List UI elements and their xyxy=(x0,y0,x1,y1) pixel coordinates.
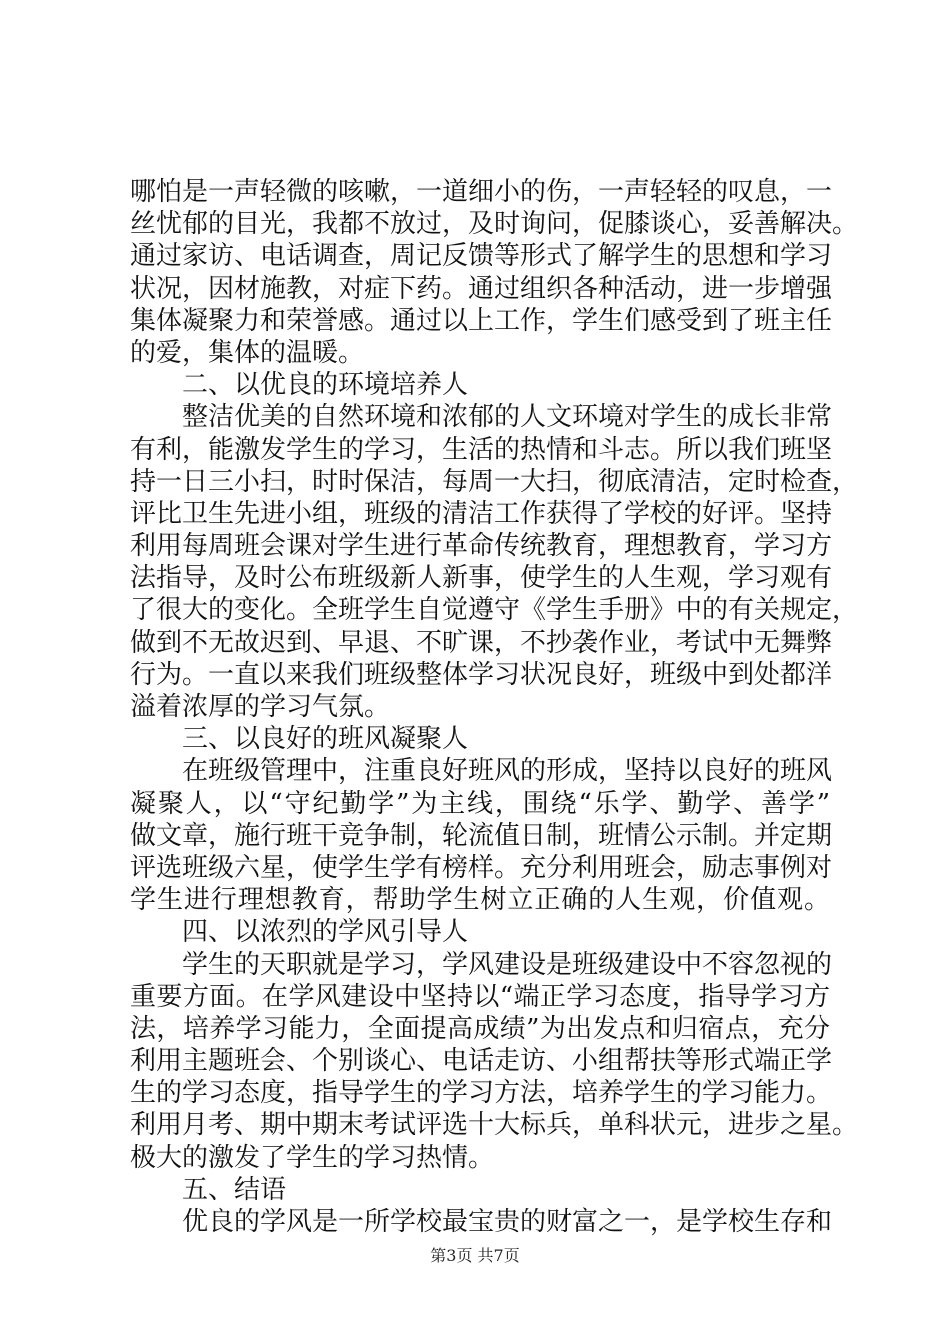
text-line: 的爱，集体的温暖。 xyxy=(130,337,365,368)
page-number-footer: 第3页 共7页 xyxy=(430,1246,520,1265)
text-line: 评比卫生先进小组，班级的清洁工作获得了学校的好评。坚持 xyxy=(130,498,833,529)
text-line: 丝忧郁的目光，我都不放过，及时询问，促膝谈心，妥善解决。 xyxy=(130,209,859,240)
text-line: 状况，因材施教，对症下药。通过组织各种活动，进一步增强 xyxy=(130,273,833,304)
text-line: 溢着浓厚的学习气氛。 xyxy=(130,692,391,722)
text-line: 利用每周班会课对学生进行革命传统教育，理想教育，学习方 xyxy=(130,531,833,562)
text-line: 评选班级六星，使学生学有榜样。充分利用班会，励志事例对 xyxy=(130,852,833,883)
text-line: 有利，能激发学生的学习，生活的热情和斗志。所以我们班坚 xyxy=(130,434,833,465)
document-body xyxy=(130,176,859,1238)
text-line: 做到不无故迟到、早退、不旷课，不抄袭作业，考试中无舞弊 xyxy=(130,627,833,658)
section-heading: 三、以良好的班风凝聚人 xyxy=(182,724,469,755)
text-line: 在班级管理中，注重良好班风的形成，坚持以良好的班风 xyxy=(182,756,833,787)
text-line: 凝聚人，以“守纪勤学”为主线，围绕“乐学、勤学、善学” xyxy=(130,788,830,819)
text-line: 利用主题班会、个别谈心、电话走访、小组帮扶等形式端正学 xyxy=(130,1046,833,1077)
text-line: 优良的学风是一所学校最宝贵的财富之一，是学校生存和 xyxy=(182,1207,833,1237)
text-line: 哪怕是一声轻微的咳嗽，一道细小的伤，一声轻轻的叹息，一 xyxy=(130,177,833,207)
section-heading: 二、以优良的环境培养人 xyxy=(182,370,469,401)
text-line: 持一日三小扫，时时保洁，每周一大扫，彻底清洁，定时检查， xyxy=(130,466,859,497)
section-heading: 四、以浓烈的学风引导人 xyxy=(182,917,469,948)
section-heading: 五、结语 xyxy=(182,1174,287,1205)
text-line: 学生进行理想教育，帮助学生树立正确的人生观，价值观。 xyxy=(130,885,830,916)
text-line: 行为。一直以来我们班级整体学习状况良好，班级中到处都洋 xyxy=(130,659,833,690)
text-line: 整洁优美的自然环境和浓郁的人文环境对学生的成长非常 xyxy=(182,402,833,433)
text-line: 利用月考、期中期末考试评选十大标兵，单科状元，进步之星。 xyxy=(130,1110,859,1141)
text-line: 重要方面。在学风建设中坚持以“端正学习态度，指导学习方 xyxy=(130,981,830,1012)
text-line: 学生的天职就是学习，学风建设是班级建设中不容忽视的 xyxy=(182,949,833,980)
text-line: 生的学习态度，指导学生的学习方法，培养学生的学习能力。 xyxy=(130,1078,833,1109)
text-line: 做文章，施行班干竞争制，轮流值日制，班情公示制。并定期 xyxy=(130,820,833,851)
text-line: 了很大的变化。全班学生自觉遵守《学生手册》中的有关规定， xyxy=(130,595,859,626)
text-line: 极大的激发了学生的学习热情。 xyxy=(130,1142,495,1173)
text-line: 法，培养学习能力，全面提高成绩”为出发点和归宿点，充分 xyxy=(130,1013,830,1044)
text-line: 法指导，及时公布班级新人新事，使学生的人生观，学习观有 xyxy=(130,563,833,594)
text-line: 通过家访、电话调查，周记反馈等形式了解学生的思想和学习 xyxy=(130,241,833,272)
text-line: 集体凝聚力和荣誉感。通过以上工作，学生们感受到了班主任 xyxy=(130,305,833,336)
